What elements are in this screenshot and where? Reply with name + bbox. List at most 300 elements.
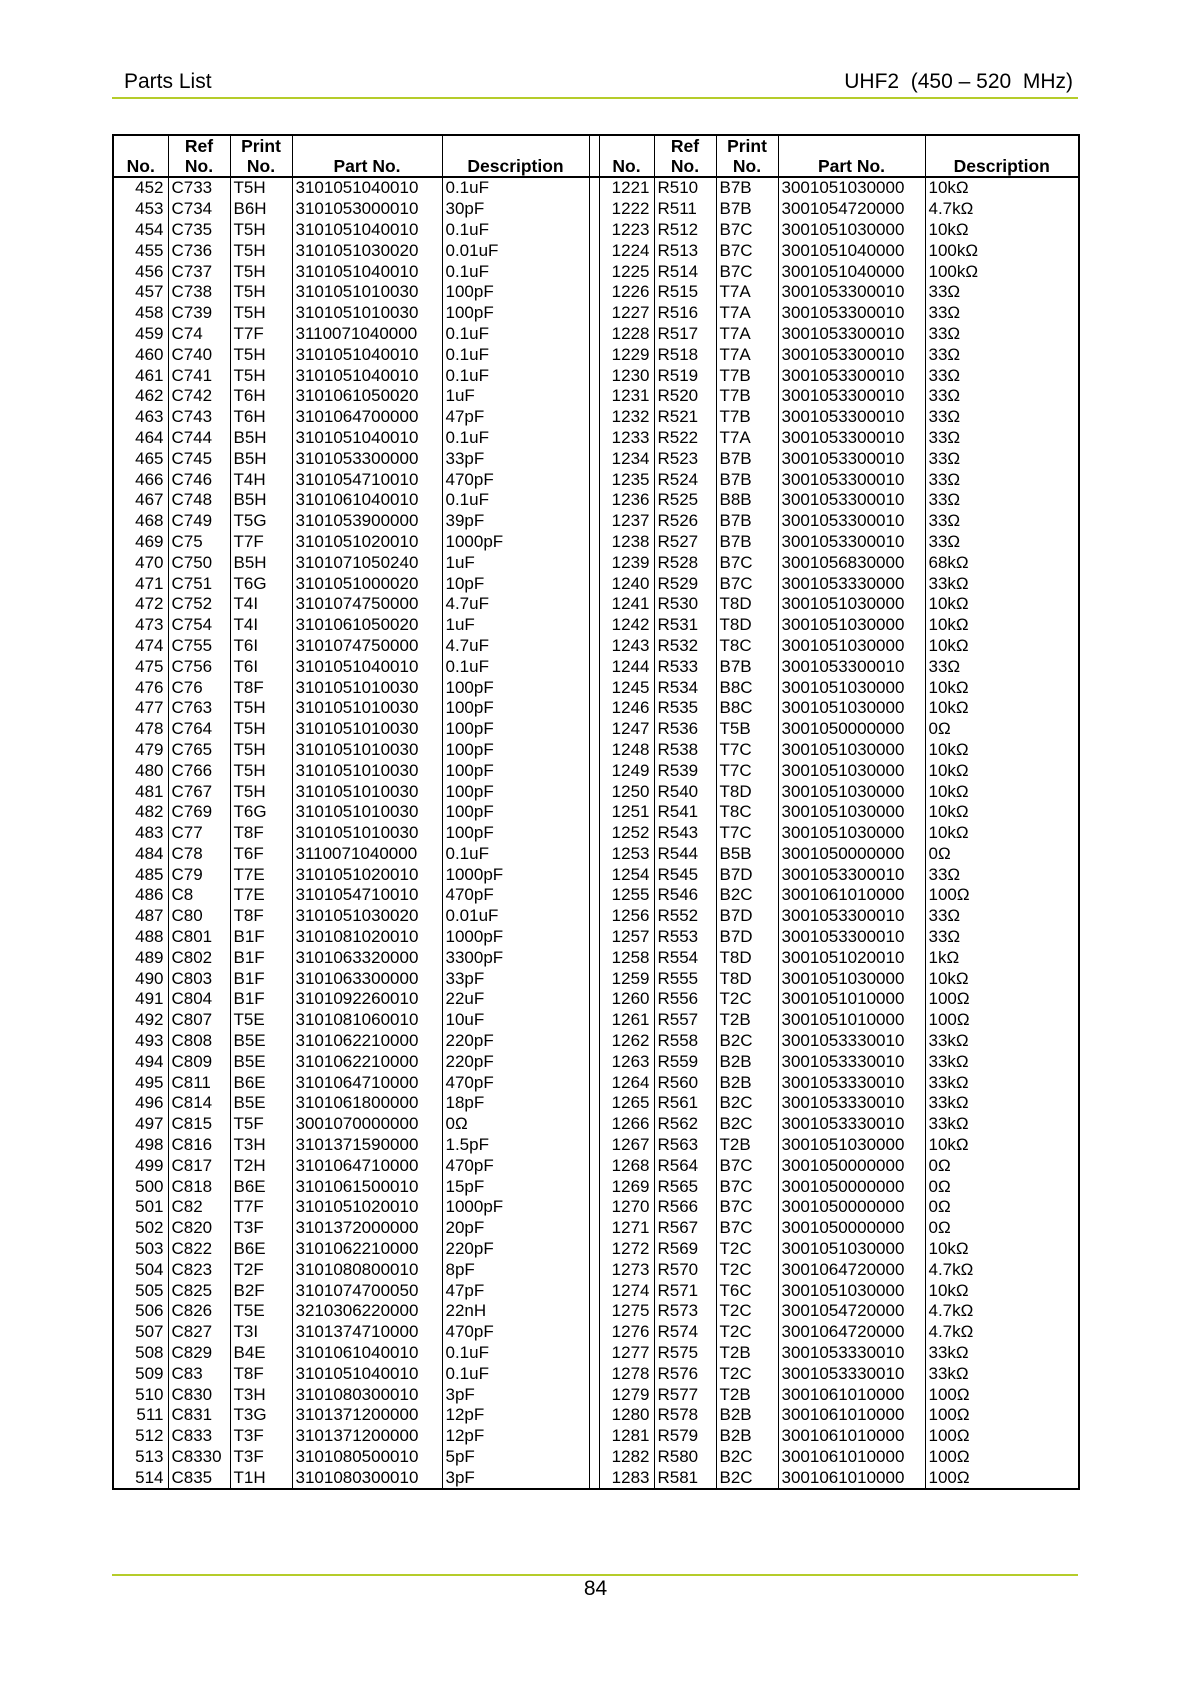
cell-print: T7A	[716, 303, 778, 324]
cell-ref: C745	[168, 448, 230, 469]
cell-ref: R524	[654, 469, 716, 490]
cell-desc: 47pF	[442, 407, 589, 428]
cell-no: 460	[113, 344, 168, 365]
cell-desc: 100pF	[442, 781, 589, 802]
cell-print: B1F	[230, 927, 292, 948]
cell-no: 504	[113, 1259, 168, 1280]
cell-no: 478	[113, 719, 168, 740]
cell-no: 505	[113, 1280, 168, 1301]
cell-print: T5H	[230, 303, 292, 324]
cell-desc: 100pF	[442, 740, 589, 761]
cell-print: T2B	[716, 1343, 778, 1364]
cell-part: 3101051010030	[292, 303, 442, 324]
cell-ref: C831	[168, 1405, 230, 1426]
column-gap	[589, 1384, 599, 1405]
cell-ref: C822	[168, 1239, 230, 1260]
cell-no: 501	[113, 1197, 168, 1218]
cell-part: 3101051040010	[292, 365, 442, 386]
cell-no: 1259	[599, 968, 654, 989]
cell-part: 3101372000000	[292, 1218, 442, 1239]
table-row	[113, 989, 1079, 1010]
cell-no: 1241	[599, 594, 654, 615]
cell-no: 453	[113, 199, 168, 220]
cell-print: B2B	[716, 1072, 778, 1093]
cell-desc: 100pF	[442, 760, 589, 781]
cell-no: 463	[113, 407, 168, 428]
cell-desc: 1uF	[442, 615, 589, 636]
cell-print: B6H	[230, 199, 292, 220]
cell-part: 3001053330010	[778, 1343, 925, 1364]
table-row	[113, 407, 1079, 428]
column-gap	[589, 1405, 599, 1426]
column-gap	[589, 1322, 599, 1343]
cell-desc: 33Ω	[925, 927, 1079, 948]
column-gap	[589, 927, 599, 948]
cell-part: 3101074750000	[292, 594, 442, 615]
cell-no: 485	[113, 864, 168, 885]
cell-desc: 15pF	[442, 1176, 589, 1197]
cell-no: 1267	[599, 1135, 654, 1156]
column-gap	[589, 719, 599, 740]
table-header-row	[113, 135, 1079, 177]
cell-desc: 10kΩ	[925, 740, 1079, 761]
table-row	[113, 1135, 1079, 1156]
cell-part: 3101062210000	[292, 1031, 442, 1052]
cell-desc: 33Ω	[925, 448, 1079, 469]
cell-part: 3001053300010	[778, 386, 925, 407]
table-row	[113, 968, 1079, 989]
cell-desc: 1kΩ	[925, 947, 1079, 968]
cell-desc: 0Ω	[925, 1176, 1079, 1197]
cell-part: 3001051030000	[778, 760, 925, 781]
cell-no: 1255	[599, 885, 654, 906]
cell-part: 3101051010030	[292, 698, 442, 719]
cell-no: 459	[113, 324, 168, 345]
cell-ref: C79	[168, 864, 230, 885]
cell-no: 1228	[599, 324, 654, 345]
cell-desc: 10kΩ	[925, 802, 1079, 823]
cell-part: 3101074700050	[292, 1280, 442, 1301]
cell-part: 3001050000000	[778, 844, 925, 865]
cell-print: T5H	[230, 282, 292, 303]
cell-ref: R555	[654, 968, 716, 989]
cell-print: T2C	[716, 1239, 778, 1260]
cell-print: B8B	[716, 490, 778, 511]
column-gap	[589, 220, 599, 241]
cell-print: T7C	[716, 823, 778, 844]
cell-desc: 68kΩ	[925, 552, 1079, 573]
cell-part: 3101051030020	[292, 240, 442, 261]
cell-no: 1275	[599, 1301, 654, 1322]
cell-part: 3101080800010	[292, 1259, 442, 1280]
column-gap	[589, 1426, 599, 1447]
cell-print: B2B	[716, 1051, 778, 1072]
cell-print: B6E	[230, 1239, 292, 1260]
table-row	[113, 177, 1079, 199]
cell-no: 481	[113, 781, 168, 802]
cell-no: 1263	[599, 1051, 654, 1072]
cell-desc: 0.1uF	[442, 220, 589, 241]
cell-desc: 22uF	[442, 989, 589, 1010]
table-row	[113, 677, 1079, 698]
cell-ref: C803	[168, 968, 230, 989]
cell-print: T3F	[230, 1218, 292, 1239]
column-gap	[589, 386, 599, 407]
cell-print: B7B	[716, 177, 778, 199]
cell-ref: C816	[168, 1135, 230, 1156]
table-row	[113, 261, 1079, 282]
cell-print: B5H	[230, 448, 292, 469]
table-row	[113, 511, 1079, 532]
cell-no: 483	[113, 823, 168, 844]
cell-print: B7B	[716, 532, 778, 553]
cell-part: 3001053300010	[778, 303, 925, 324]
column-gap	[589, 823, 599, 844]
column-gap	[589, 303, 599, 324]
cell-desc: 0.1uF	[442, 324, 589, 345]
cell-no: 1250	[599, 781, 654, 802]
cell-desc: 10pF	[442, 573, 589, 594]
cell-no: 497	[113, 1114, 168, 1135]
cell-no: 1225	[599, 261, 654, 282]
cell-ref: R510	[654, 177, 716, 199]
cell-desc: 0.1uF	[442, 844, 589, 865]
table-row	[113, 344, 1079, 365]
cell-print: B1F	[230, 947, 292, 968]
cell-desc: 0Ω	[925, 1218, 1079, 1239]
cell-print: T8D	[716, 615, 778, 636]
cell-no: 1230	[599, 365, 654, 386]
table-row	[113, 1051, 1079, 1072]
cell-no: 507	[113, 1322, 168, 1343]
column-gap	[589, 1239, 599, 1260]
cell-print: T5H	[230, 240, 292, 261]
cell-ref: C744	[168, 428, 230, 449]
cell-ref: C738	[168, 282, 230, 303]
cell-no: 454	[113, 220, 168, 241]
cell-desc: 10kΩ	[925, 1135, 1079, 1156]
cell-print: B5B	[716, 844, 778, 865]
cell-print: T7A	[716, 428, 778, 449]
cell-desc: 100pF	[442, 698, 589, 719]
cell-no: 474	[113, 636, 168, 657]
cell-desc: 10kΩ	[925, 220, 1079, 241]
cell-part: 3001053300010	[778, 864, 925, 885]
cell-ref: R520	[654, 386, 716, 407]
cell-no: 1281	[599, 1426, 654, 1447]
cell-print: B7C	[716, 573, 778, 594]
cell-desc: 0Ω	[925, 719, 1079, 740]
cell-desc: 1.5pF	[442, 1135, 589, 1156]
cell-ref: C751	[168, 573, 230, 594]
cell-print: T2C	[716, 989, 778, 1010]
cell-part: 3101092260010	[292, 989, 442, 1010]
cell-desc: 10kΩ	[925, 760, 1079, 781]
column-gap	[589, 324, 599, 345]
table-row	[113, 1280, 1079, 1301]
cell-print: B5H	[230, 552, 292, 573]
cell-ref: C737	[168, 261, 230, 282]
cell-desc: 33Ω	[925, 490, 1079, 511]
cell-no: 1261	[599, 1010, 654, 1031]
cell-print: T5H	[230, 365, 292, 386]
cell-no: 1257	[599, 927, 654, 948]
cell-ref: R533	[654, 656, 716, 677]
cell-desc: 10kΩ	[925, 636, 1079, 657]
cell-no: 1227	[599, 303, 654, 324]
cell-no: 514	[113, 1467, 168, 1489]
cell-desc: 220pF	[442, 1239, 589, 1260]
column-gap	[589, 1093, 599, 1114]
cell-desc: 33kΩ	[925, 1114, 1079, 1135]
cell-print: T8F	[230, 906, 292, 927]
cell-ref: R561	[654, 1093, 716, 1114]
cell-no: 513	[113, 1447, 168, 1468]
cell-print: T7C	[716, 760, 778, 781]
cell-desc: 33Ω	[925, 386, 1079, 407]
cell-part: 3001050000000	[778, 1218, 925, 1239]
table-row	[113, 199, 1079, 220]
cell-desc: 100pF	[442, 823, 589, 844]
cell-ref: R525	[654, 490, 716, 511]
column-gap	[589, 365, 599, 386]
cell-no: 467	[113, 490, 168, 511]
cell-print: B7C	[716, 552, 778, 573]
column-gap	[589, 1135, 599, 1156]
cell-desc: 4.7kΩ	[925, 1322, 1079, 1343]
cell-ref: R511	[654, 199, 716, 220]
col-header-part: Part No.	[778, 135, 925, 177]
table-row	[113, 386, 1079, 407]
cell-part: 3101053900000	[292, 511, 442, 532]
cell-print: B5H	[230, 490, 292, 511]
cell-print: B2B	[716, 1426, 778, 1447]
cell-ref: R573	[654, 1301, 716, 1322]
table-row	[113, 428, 1079, 449]
cell-desc: 0.01uF	[442, 906, 589, 927]
cell-part: 3001051030000	[778, 968, 925, 989]
cell-print: B1F	[230, 968, 292, 989]
cell-desc: 100Ω	[925, 989, 1079, 1010]
cell-ref: C825	[168, 1280, 230, 1301]
column-gap	[589, 428, 599, 449]
cell-part: 3101051010030	[292, 823, 442, 844]
column-gap	[589, 656, 599, 677]
cell-no: 1238	[599, 532, 654, 553]
cell-desc: 100pF	[442, 677, 589, 698]
cell-part: 3001050000000	[778, 1176, 925, 1197]
column-gap	[589, 344, 599, 365]
cell-desc: 100Ω	[925, 1467, 1079, 1489]
cell-part: 3001050000000	[778, 1197, 925, 1218]
cell-ref: C807	[168, 1010, 230, 1031]
cell-print: T3H	[230, 1135, 292, 1156]
cell-part: 3001053330010	[778, 1031, 925, 1052]
cell-no: 487	[113, 906, 168, 927]
cell-no: 452	[113, 177, 168, 199]
cell-ref: C814	[168, 1093, 230, 1114]
cell-desc: 33Ω	[925, 324, 1079, 345]
col-header-desc: Description	[925, 135, 1079, 177]
cell-desc: 10kΩ	[925, 177, 1079, 199]
cell-desc: 18pF	[442, 1093, 589, 1114]
table-row	[113, 1114, 1079, 1135]
cell-part: 3001053300010	[778, 344, 925, 365]
table-row	[113, 719, 1079, 740]
cell-print: B8C	[716, 677, 778, 698]
cell-ref: R553	[654, 927, 716, 948]
cell-part: 3101051040010	[292, 220, 442, 241]
cell-no: 1236	[599, 490, 654, 511]
cell-part: 3001053330010	[778, 1093, 925, 1114]
col-header-no: No.	[113, 135, 168, 177]
col-header-no: No.	[599, 135, 654, 177]
cell-print: T5F	[230, 1114, 292, 1135]
table-row	[113, 947, 1079, 968]
cell-desc: 33Ω	[925, 303, 1079, 324]
cell-ref: R540	[654, 781, 716, 802]
cell-part: 3001053300010	[778, 511, 925, 532]
cell-part: 3101080500010	[292, 1447, 442, 1468]
cell-ref: R575	[654, 1343, 716, 1364]
cell-print: B2C	[716, 1114, 778, 1135]
table-row	[113, 1031, 1079, 1052]
cell-part: 3101051010030	[292, 781, 442, 802]
column-gap	[589, 698, 599, 719]
cell-ref: R536	[654, 719, 716, 740]
cell-no: 1234	[599, 448, 654, 469]
cell-print: B7B	[716, 469, 778, 490]
cell-ref: R532	[654, 636, 716, 657]
cell-desc: 10kΩ	[925, 677, 1079, 698]
cell-ref: C749	[168, 511, 230, 532]
cell-ref: C82	[168, 1197, 230, 1218]
cell-part: 3001051030000	[778, 636, 925, 657]
cell-print: T7B	[716, 407, 778, 428]
column-gap	[589, 469, 599, 490]
cell-desc: 33pF	[442, 968, 589, 989]
column-gap	[589, 1114, 599, 1135]
cell-ref: R519	[654, 365, 716, 386]
header-rule	[112, 97, 1078, 99]
cell-part: 3101061040010	[292, 490, 442, 511]
cell-desc: 0.1uF	[442, 365, 589, 386]
cell-no: 1270	[599, 1197, 654, 1218]
column-gap	[589, 636, 599, 657]
cell-no: 1283	[599, 1467, 654, 1489]
cell-part: 3101051020010	[292, 864, 442, 885]
table-row	[113, 303, 1079, 324]
cell-ref: R512	[654, 220, 716, 241]
cell-ref: C756	[168, 656, 230, 677]
cell-ref: R564	[654, 1155, 716, 1176]
table-row	[113, 220, 1079, 241]
cell-no: 470	[113, 552, 168, 573]
cell-part: 3001054720000	[778, 199, 925, 220]
parts-table-body	[113, 177, 1079, 1489]
cell-no: 465	[113, 448, 168, 469]
cell-no: 1237	[599, 511, 654, 532]
cell-desc: 100Ω	[925, 1384, 1079, 1405]
cell-ref: C827	[168, 1322, 230, 1343]
col-header-desc: Description	[442, 135, 589, 177]
cell-ref: R567	[654, 1218, 716, 1239]
table-row	[113, 1426, 1079, 1447]
cell-part: 3001051040000	[778, 240, 925, 261]
cell-print: T5H	[230, 719, 292, 740]
cell-no: 1272	[599, 1239, 654, 1260]
cell-ref: R558	[654, 1031, 716, 1052]
cell-print: B7C	[716, 1155, 778, 1176]
cell-no: 1224	[599, 240, 654, 261]
cell-ref: C801	[168, 927, 230, 948]
cell-print: T2H	[230, 1155, 292, 1176]
cell-print: T6G	[230, 573, 292, 594]
table-row	[113, 365, 1079, 386]
cell-ref: C820	[168, 1218, 230, 1239]
cell-desc: 33Ω	[925, 906, 1079, 927]
column-gap	[589, 615, 599, 636]
cell-no: 490	[113, 968, 168, 989]
cell-part: 3101062210000	[292, 1051, 442, 1072]
table-row	[113, 864, 1079, 885]
cell-ref: R521	[654, 407, 716, 428]
cell-part: 3001056830000	[778, 552, 925, 573]
cell-no: 1243	[599, 636, 654, 657]
cell-ref: R571	[654, 1280, 716, 1301]
cell-desc: 10kΩ	[925, 968, 1079, 989]
cell-desc: 3pF	[442, 1467, 589, 1489]
cell-desc: 0Ω	[442, 1114, 589, 1135]
cell-ref: R581	[654, 1467, 716, 1489]
table-row	[113, 823, 1079, 844]
table-row	[113, 1467, 1079, 1489]
cell-print: B7D	[716, 927, 778, 948]
cell-no: 512	[113, 1426, 168, 1447]
cell-desc: 470pF	[442, 469, 589, 490]
table-row	[113, 1010, 1079, 1031]
cell-no: 494	[113, 1051, 168, 1072]
cell-part: 3001053300010	[778, 490, 925, 511]
cell-no: 1248	[599, 740, 654, 761]
cell-desc: 3300pF	[442, 947, 589, 968]
cell-no: 1277	[599, 1343, 654, 1364]
cell-no: 1246	[599, 698, 654, 719]
cell-desc: 100Ω	[925, 885, 1079, 906]
cell-print: T7A	[716, 324, 778, 345]
cell-print: T2C	[716, 1259, 778, 1280]
cell-desc: 10kΩ	[925, 1280, 1079, 1301]
footer-rule	[112, 1574, 1078, 1576]
cell-desc: 10uF	[442, 1010, 589, 1031]
cell-part: 3001050000000	[778, 719, 925, 740]
cell-part: 3101051010030	[292, 719, 442, 740]
cell-desc: 8pF	[442, 1259, 589, 1280]
cell-part: 3001051030000	[778, 802, 925, 823]
table-row	[113, 927, 1079, 948]
cell-part: 3101051010030	[292, 760, 442, 781]
cell-print: T5E	[230, 1010, 292, 1031]
cell-print: B7C	[716, 1197, 778, 1218]
col-header-ref: Ref No.	[654, 135, 716, 177]
table-row	[113, 1363, 1079, 1384]
cell-desc: 100kΩ	[925, 261, 1079, 282]
cell-desc: 33kΩ	[925, 1031, 1079, 1052]
cell-desc: 4.7kΩ	[925, 199, 1079, 220]
cell-ref: R534	[654, 677, 716, 698]
cell-desc: 22nH	[442, 1301, 589, 1322]
table-row	[113, 698, 1079, 719]
